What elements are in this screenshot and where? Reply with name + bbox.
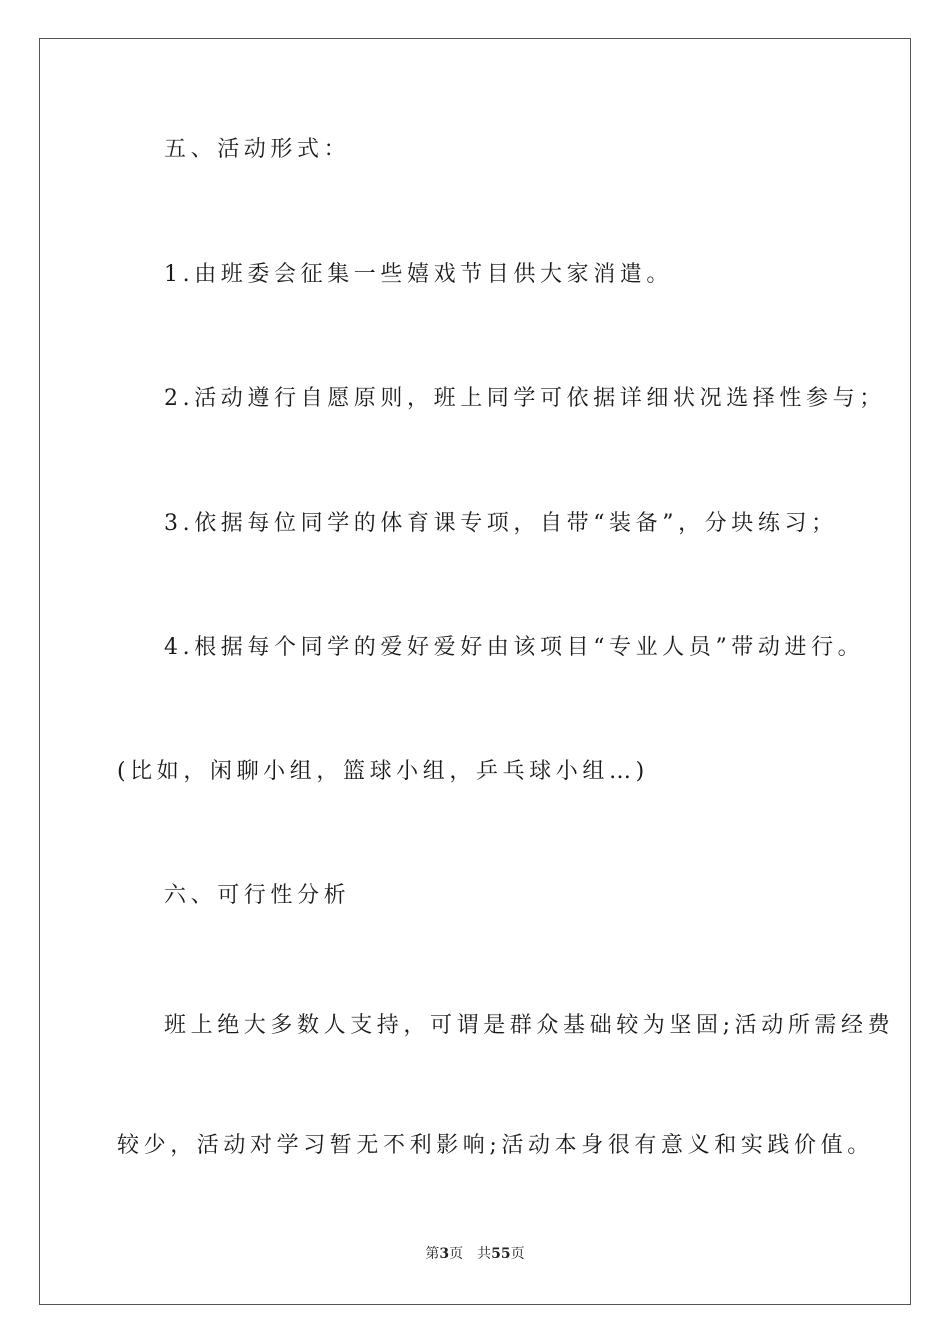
paragraph-examples: (比如，闲聊小组，篮球小组，乒乓球小组…): [117, 759, 649, 784]
footer-page-number: 3: [439, 1246, 450, 1262]
footer-page-prefix: 第: [425, 1246, 440, 1262]
footer-total-prefix: 共: [477, 1246, 492, 1262]
page-footer: [0, 1244, 950, 1264]
footer-page-suffix: 页: [449, 1246, 464, 1262]
section-heading-feasibility: 六、可行性分析: [164, 883, 351, 908]
paragraph-item-1: 1.由班委会征集一些嬉戏节目供大家消遣。: [164, 262, 673, 287]
footer-total-suffix: 页: [510, 1246, 525, 1262]
section-heading-activity-form: 五、活动形式：: [164, 137, 351, 162]
paragraph-item-2: 2.活动遵行自愿原则，班上同学可依据详细状况选择性参与；: [164, 386, 886, 411]
paragraph-item-3: 3.依据每位同学的体育课专项，自带“装备”，分块练习；: [164, 511, 838, 536]
paragraph-feasibility-line-1: 班上绝大多数人支持，可谓是群众基础较为坚固;活动所需经费: [164, 1013, 895, 1038]
paragraph-item-4: 4.根据每个同学的爱好爱好由该项目“专业人员”带动进行。: [164, 635, 865, 660]
paragraph-feasibility-line-2: 较少，活动对学习暂无不利影响;活动本身很有意义和实践价值。: [117, 1133, 874, 1158]
footer-total-pages: 55: [491, 1246, 511, 1262]
page-frame: [39, 38, 911, 1305]
